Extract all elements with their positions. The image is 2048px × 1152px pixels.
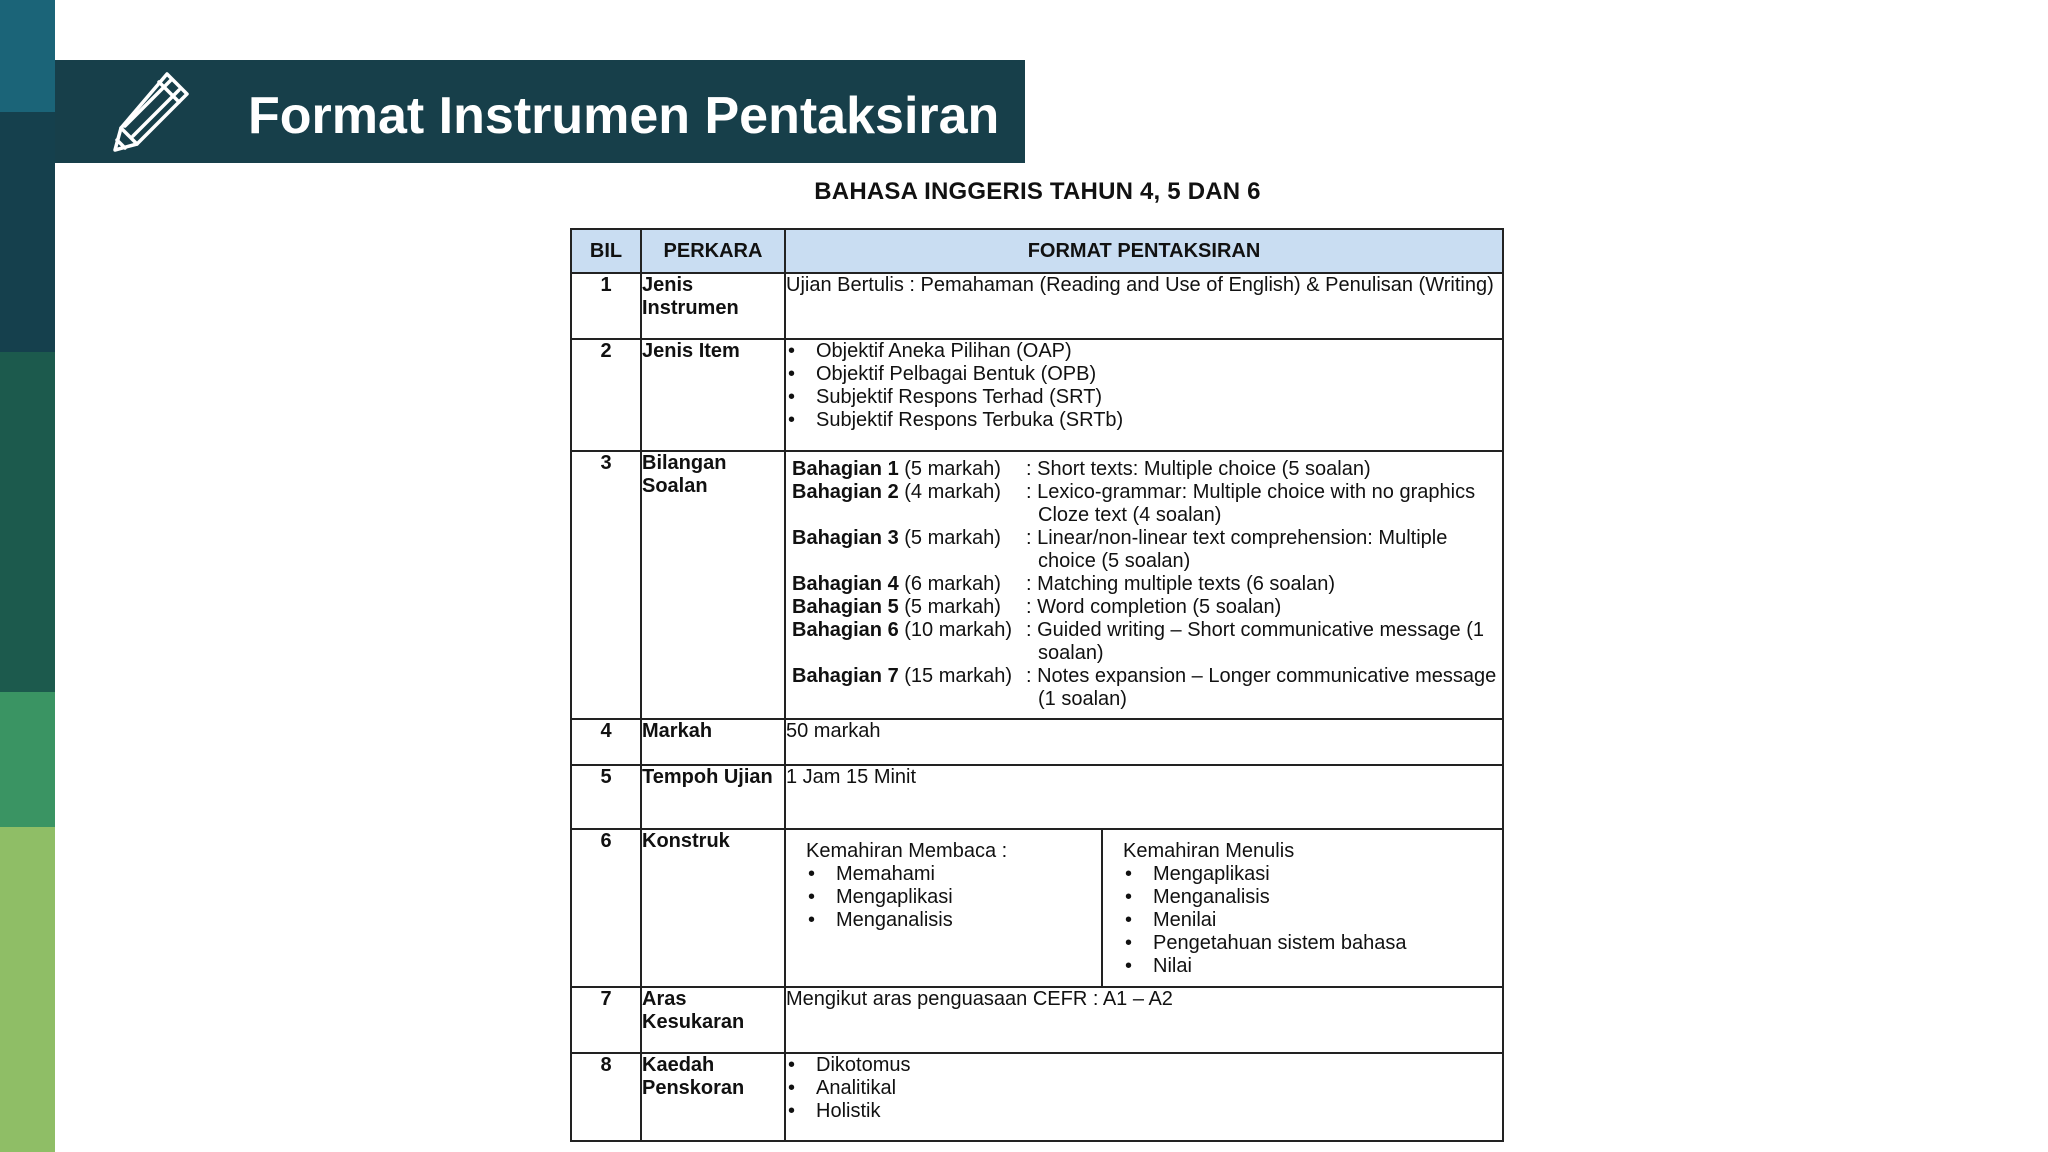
pencil-icon: [105, 68, 195, 158]
row-format: [785, 829, 1503, 987]
list-item: • Menganalisis: [1123, 886, 1492, 909]
row-perkara: Konstruk: [641, 829, 785, 987]
stripe-band-5: [0, 827, 55, 1152]
bahagian-desc: : Short texts: Multiple choice (5 soalan): [1026, 458, 1371, 480]
row-number: 7: [571, 987, 641, 1053]
table-row: [571, 273, 1503, 339]
list-item: • Mengaplikasi: [806, 886, 1091, 909]
row-number: 4: [571, 719, 641, 765]
row-number: 2: [571, 339, 641, 451]
assessment-format-table: [570, 228, 1504, 1142]
row-number: 1: [571, 273, 641, 339]
item-type-list: [786, 340, 1502, 432]
list-item: • Mengaplikasi: [1123, 863, 1492, 886]
list-item: • Dikotomus: [786, 1054, 1502, 1077]
bahagian-desc: : Notes expansion – Longer communicative message (1 soalan): [1026, 665, 1497, 710]
row-perkara: Kaedah Penskoran: [641, 1053, 785, 1141]
list-item: • Pengetahuan sistem bahasa: [1123, 932, 1492, 955]
title-banner: [55, 60, 1025, 163]
table-row: [571, 451, 1503, 719]
list-item: • Menilai: [1123, 909, 1492, 932]
list-item: • Memahami: [806, 863, 1091, 886]
bahagian-label: Bahagian 2 (4 markah): [792, 481, 1001, 503]
list-item: • Nilai: [1123, 955, 1492, 978]
row-format: Ujian Bertulis : Pemahaman (Reading and Use of English) & Penulisan (Writing): [785, 273, 1503, 339]
bahagian-desc: : Guided writing – Short communicative message (1 soalan): [1026, 619, 1484, 664]
row-perkara: Markah: [641, 719, 785, 765]
document-title: BAHASA INGGERIS TAHUN 4, 5 DAN 6: [814, 178, 1261, 205]
table-row: [571, 987, 1503, 1053]
header-format: FORMAT PENTAKSIRAN: [785, 229, 1503, 273]
table-header-row: [571, 229, 1503, 273]
bahagian-list: [786, 458, 1502, 711]
table-row: [571, 339, 1503, 451]
row-format: [785, 339, 1503, 451]
table-row: [571, 829, 1503, 987]
row-number: 3: [571, 451, 641, 719]
kemahiran-heading: Kemahiran Membaca :: [806, 840, 1008, 862]
header-perkara: PERKARA: [641, 229, 785, 273]
row-format: Mengikut aras penguasaan CEFR : A1 – A2: [785, 987, 1503, 1053]
kemahiran-list: [1123, 863, 1492, 978]
row-perkara: Jenis Instrumen: [641, 273, 785, 339]
bahagian-label: Bahagian 1 (5 markah): [792, 458, 1001, 480]
list-item: • Analitikal: [786, 1077, 1502, 1100]
row-perkara: Bilangan Soalan: [641, 451, 785, 719]
list-item: • Subjektif Respons Terhad (SRT): [786, 386, 1502, 409]
row-format: 50 markah: [785, 719, 1503, 765]
row-perkara: Tempoh Ujian: [641, 765, 785, 829]
bahagian-label: Bahagian 5 (5 markah): [792, 596, 1001, 618]
kemahiran-heading: Kemahiran Menulis: [1123, 840, 1295, 862]
table-row: [571, 765, 1503, 829]
scoring-method-list: [786, 1054, 1502, 1123]
row-perkara: Aras Kesukaran: [641, 987, 785, 1053]
slide-title: Format Instrumen Pentaksiran: [248, 87, 1000, 145]
list-item: • Subjektif Respons Terbuka (SRTb): [786, 409, 1502, 432]
header-bil: BIL: [571, 229, 641, 273]
list-item: • Objektif Pelbagai Bentuk (OPB): [786, 363, 1502, 386]
kemahiran-membaca: [786, 830, 1103, 986]
row-format: 1 Jam 15 Minit: [785, 765, 1503, 829]
table-row: [571, 1053, 1503, 1141]
kemahiran-list: [806, 863, 1091, 932]
row-format: [785, 451, 1503, 719]
bahagian-label: Bahagian 3 (5 markah): [792, 527, 1001, 549]
list-item: • Objektif Aneka Pilihan (OAP): [786, 340, 1502, 363]
bahagian-desc: : Linear/non-linear text comprehension: Multiple choice (5 soalan): [1026, 527, 1448, 572]
stripe-band-1: [0, 0, 55, 112]
list-item: • Holistik: [786, 1100, 1502, 1123]
bahagian-desc: : Matching multiple texts (6 soalan): [1026, 573, 1336, 595]
side-color-stripe: [0, 0, 55, 1152]
stripe-band-2: [0, 112, 55, 352]
kemahiran-menulis: [1103, 830, 1502, 986]
row-number: 8: [571, 1053, 641, 1141]
bahagian-desc: : Word completion (5 soalan): [1026, 596, 1282, 618]
stripe-band-4: [0, 692, 55, 827]
bahagian-label: Bahagian 4 (6 markah): [792, 573, 1001, 595]
stripe-band-3: [0, 352, 55, 692]
konstruk-columns: [786, 830, 1502, 986]
row-number: 5: [571, 765, 641, 829]
list-item: • Menganalisis: [806, 909, 1091, 932]
bahagian-desc: : Lexico-grammar: Multiple choice with no graphics Cloze text (4 soalan): [1026, 481, 1476, 526]
row-number: 6: [571, 829, 641, 987]
bahagian-label: Bahagian 7 (15 markah): [792, 665, 1013, 687]
row-perkara: Jenis Item: [641, 339, 785, 451]
table-row: [571, 719, 1503, 765]
bahagian-label: Bahagian 6 (10 markah): [792, 619, 1013, 641]
row-format: [785, 1053, 1503, 1141]
